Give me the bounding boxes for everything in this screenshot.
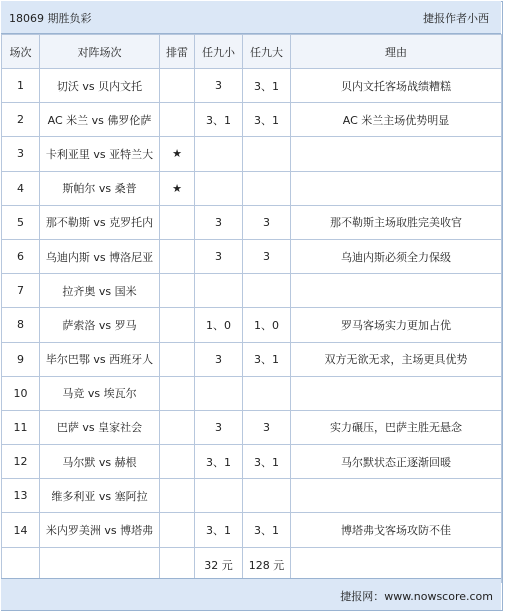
cell-pick9-large: 3、1 bbox=[243, 103, 291, 137]
cell-match-no: 2 bbox=[2, 103, 40, 137]
summary-empty bbox=[2, 547, 40, 582]
cell-risk-star bbox=[160, 376, 195, 410]
cell-fixture: 乌迪内斯 vs 博洛尼亚 bbox=[40, 239, 160, 273]
cell-reason: 那不勒斯主场取胜完美收官 bbox=[291, 205, 502, 239]
table-row bbox=[2, 410, 502, 444]
cell-pick9-small bbox=[195, 479, 243, 513]
cell-risk-star: ★ bbox=[160, 137, 195, 171]
table-row bbox=[2, 205, 502, 239]
cell-match-no: 1 bbox=[2, 69, 40, 103]
cell-risk-star: ★ bbox=[160, 171, 195, 205]
cell-pick9-large bbox=[243, 376, 291, 410]
cell-pick9-large: 1、0 bbox=[243, 308, 291, 342]
cell-pick9-small bbox=[195, 171, 243, 205]
table-row bbox=[2, 513, 502, 547]
cell-risk-star bbox=[160, 445, 195, 479]
cell-risk-star bbox=[160, 274, 195, 308]
cell-pick9-small: 3、1 bbox=[195, 513, 243, 547]
cell-reason: 罗马客场实力更加占优 bbox=[291, 308, 502, 342]
cell-pick9-large: 3 bbox=[243, 239, 291, 273]
cell-fixture: AC 米兰 vs 佛罗伦萨 bbox=[40, 103, 160, 137]
cell-fixture: 拉齐奥 vs 国米 bbox=[40, 274, 160, 308]
cell-risk-star bbox=[160, 410, 195, 444]
cell-risk-star bbox=[160, 103, 195, 137]
table-row bbox=[2, 445, 502, 479]
cell-match-no: 12 bbox=[2, 445, 40, 479]
cell-pick9-small: 1、0 bbox=[195, 308, 243, 342]
summary-empty bbox=[291, 547, 502, 582]
summary-small-cost: 32 元 bbox=[195, 547, 243, 582]
cell-pick9-large bbox=[243, 274, 291, 308]
cell-pick9-small: 3、1 bbox=[195, 103, 243, 137]
cell-risk-star bbox=[160, 239, 195, 273]
cell-match-no: 9 bbox=[2, 342, 40, 376]
cell-match-no: 11 bbox=[2, 410, 40, 444]
footer-bar bbox=[1, 578, 501, 610]
cell-pick9-large: 3、1 bbox=[243, 445, 291, 479]
cell-reason: 乌迪内斯必须全力保级 bbox=[291, 239, 502, 273]
prediction-table bbox=[1, 34, 502, 583]
table-row bbox=[2, 171, 502, 205]
author-label: 捷报作者小西 bbox=[423, 12, 489, 25]
col-header-match-no: 场次 bbox=[2, 35, 40, 69]
col-header-reason: 理由 bbox=[291, 35, 502, 69]
cell-pick9-large bbox=[243, 137, 291, 171]
cell-risk-star bbox=[160, 513, 195, 547]
cell-pick9-large: 3 bbox=[243, 205, 291, 239]
cell-match-no: 10 bbox=[2, 376, 40, 410]
cell-pick9-small: 3 bbox=[195, 342, 243, 376]
col-header-fixture: 对阵场次 bbox=[40, 35, 160, 69]
cell-pick9-small bbox=[195, 137, 243, 171]
cell-reason bbox=[291, 376, 502, 410]
source-credit: 捷报网：www.nowscore.com bbox=[340, 590, 493, 603]
cell-match-no: 6 bbox=[2, 239, 40, 273]
table-header-row bbox=[2, 35, 502, 69]
cell-pick9-large bbox=[243, 171, 291, 205]
cell-fixture: 米内罗美洲 vs 博塔弗 bbox=[40, 513, 160, 547]
cell-pick9-small: 3 bbox=[195, 410, 243, 444]
cell-pick9-large: 3 bbox=[243, 410, 291, 444]
summary-row bbox=[2, 547, 502, 582]
cell-pick9-small: 3 bbox=[195, 205, 243, 239]
cell-fixture: 卡利亚里 vs 亚特兰大 bbox=[40, 137, 160, 171]
table-row bbox=[2, 342, 502, 376]
cell-match-no: 8 bbox=[2, 308, 40, 342]
cell-pick9-small bbox=[195, 376, 243, 410]
cell-reason bbox=[291, 171, 502, 205]
cell-reason: 马尔默状态正逐渐回暖 bbox=[291, 445, 502, 479]
cell-pick9-small bbox=[195, 274, 243, 308]
table-row bbox=[2, 69, 502, 103]
cell-reason: AC 米兰主场优势明显 bbox=[291, 103, 502, 137]
table-row bbox=[2, 137, 502, 171]
cell-match-no: 5 bbox=[2, 205, 40, 239]
cell-fixture: 毕尔巴鄂 vs 西班牙人 bbox=[40, 342, 160, 376]
cell-fixture: 那不勒斯 vs 克罗托内 bbox=[40, 205, 160, 239]
cell-reason: 博塔弗戈客场攻防不佳 bbox=[291, 513, 502, 547]
cell-fixture: 萨索洛 vs 罗马 bbox=[40, 308, 160, 342]
summary-big-cost: 128 元 bbox=[243, 547, 291, 582]
cell-pick9-small: 3 bbox=[195, 239, 243, 273]
col-header-pick9-large: 任九大 bbox=[243, 35, 291, 69]
cell-fixture: 切沃 vs 贝内文托 bbox=[40, 69, 160, 103]
cell-reason bbox=[291, 137, 502, 171]
cell-risk-star bbox=[160, 342, 195, 376]
cell-risk-star bbox=[160, 308, 195, 342]
issue-title: 18069 期胜负彩 bbox=[9, 12, 92, 25]
cell-pick9-small: 3、1 bbox=[195, 445, 243, 479]
cell-fixture: 斯帕尔 vs 桑普 bbox=[40, 171, 160, 205]
cell-fixture: 马竞 vs 埃瓦尔 bbox=[40, 376, 160, 410]
col-header-pick9-small: 任九小 bbox=[195, 35, 243, 69]
table-row bbox=[2, 479, 502, 513]
cell-match-no: 7 bbox=[2, 274, 40, 308]
cell-reason: 双方无欲无求，主场更具优势 bbox=[291, 342, 502, 376]
cell-reason bbox=[291, 479, 502, 513]
cell-risk-star bbox=[160, 479, 195, 513]
cell-pick9-large: 3、1 bbox=[243, 69, 291, 103]
cell-pick9-large: 3、1 bbox=[243, 342, 291, 376]
cell-pick9-large bbox=[243, 479, 291, 513]
cell-pick9-large: 3、1 bbox=[243, 513, 291, 547]
cell-pick9-small: 3 bbox=[195, 69, 243, 103]
summary-empty bbox=[40, 547, 160, 582]
table-row bbox=[2, 376, 502, 410]
summary-empty bbox=[160, 547, 195, 582]
cell-match-no: 3 bbox=[2, 137, 40, 171]
cell-fixture: 巴萨 vs 皇家社会 bbox=[40, 410, 160, 444]
col-header-risk: 排雷 bbox=[160, 35, 195, 69]
cell-fixture: 维多利亚 vs 塞阿拉 bbox=[40, 479, 160, 513]
table-row bbox=[2, 103, 502, 137]
cell-match-no: 14 bbox=[2, 513, 40, 547]
table-row bbox=[2, 308, 502, 342]
cell-match-no: 4 bbox=[2, 171, 40, 205]
cell-reason bbox=[291, 274, 502, 308]
cell-match-no: 13 bbox=[2, 479, 40, 513]
cell-reason: 贝内文托客场战绩糟糕 bbox=[291, 69, 502, 103]
cell-risk-star bbox=[160, 205, 195, 239]
table-row bbox=[2, 274, 502, 308]
header-bar bbox=[1, 1, 501, 34]
cell-reason: 实力碾压，巴萨主胜无悬念 bbox=[291, 410, 502, 444]
cell-risk-star bbox=[160, 69, 195, 103]
cell-fixture: 马尔默 vs 赫根 bbox=[40, 445, 160, 479]
table-row bbox=[2, 239, 502, 273]
